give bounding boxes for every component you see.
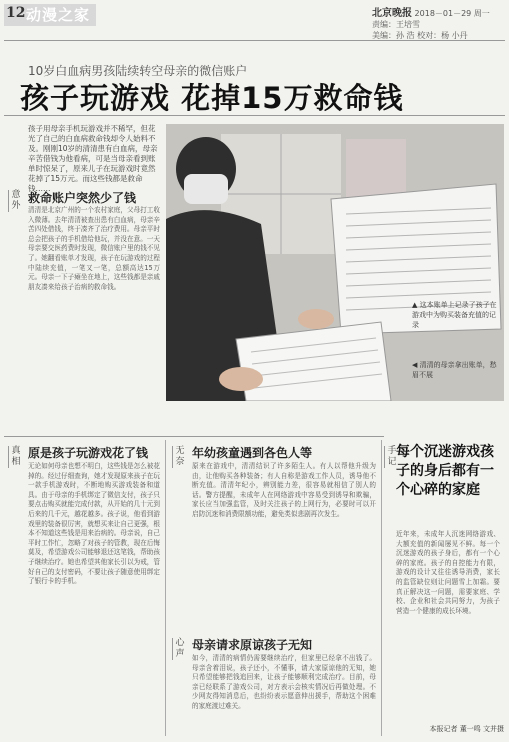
header-rule xyxy=(4,40,505,41)
section-body-voice: 如今，清清的病情仍需要继续治疗，但家里已经拿不出钱了。母亲含着泪说，孩子还小，不懂事，请大家原谅他的无知，她只希望能够把钱追回来，让孩子能够顺利完成治疗。目前，母亲已经联系了游戏公司，对方表示会核实情况后再做处理。不少网友得知消息后，也纷纷表示愿意伸出援手，帮助这个困难的家庭渡过难关。 xyxy=(192,654,376,710)
section-tag-truth: 真相 xyxy=(8,446,21,468)
design-credit: 美编：孙 浩 xyxy=(372,31,415,40)
section-body-helpless: 原来在游戏中，清清结识了许多陌生人。有人以帮他升级为由，让他购买各种装备；有人自称是游戏工作人员，诱导他不断充值。清清年纪小，辨别能力差，很容易就相信了别人的话。警方提醒，未成年人在网络游戏中容易受到诱导和欺骗，家长应当加强监管，及时关注孩子的上网行为，必要时可以开启防沉迷和消费限额功能，避免类似悲剧再次发生。 xyxy=(192,462,376,518)
section-tag-helpless: 无奈 xyxy=(172,446,185,468)
byline: 本报记者 董一鸣 文并摄 xyxy=(429,725,504,733)
editor-credit: 责编：王培雪 xyxy=(372,20,420,29)
section-body-accident: 清清是北京广州的一个农村家庭，父母打工收入微薄。去年清清被查出患有白血病，母亲辛苦四处借钱，终于凑齐了治疗费用。母亲平时总会把孩子的手机借给他玩，并没在意。一天母亲要交医药费时发现，微信账户里的钱不见了。她翻看账单才发现，孩子在玩游戏的过程中陆续充值，一笔又一笔，总额高达15万元。母亲一下子瘫坐在地上，这些钱都是亲戚朋友凑来给孩子治病的救命钱。 xyxy=(28,206,160,291)
section-tag-notes: 手记 xyxy=(384,446,397,468)
section-name: 动漫之家 xyxy=(26,6,91,24)
caption-bill: ▲ 这本账单上记录了孩子在游戏中为购买装备充值的记录 xyxy=(412,301,497,329)
lead-paragraph: 孩子用母亲手机玩游戏并不稀罕，但花光了自己的白血病救命钱却令人始料不及。刚刚10岁的清清患有白血病，母亲辛苦借钱为他看病，可是当母亲看到账单时惊呆了，原来儿子在玩游戏时竟然花掉了15万元。而这些钱都是救命钱…… xyxy=(28,124,158,193)
section-body-notes: 近年来，未成年人沉迷网络游戏、大额充值的新闻屡见不鲜。每一个沉迷游戏的孩子身后，都有一个心碎的家庭。孩子的自控能力有限，游戏的设计又往往诱导消费，家长的监管缺位则让问题雪上加霜。要真正解决这一问题，需要家庭、学校、企业和社会共同努力，为孩子营造一个健康的成长环境。 xyxy=(396,530,500,615)
section-title-accident: 救命账户突然少了钱 xyxy=(28,191,137,205)
section-tag-accident: 意外 xyxy=(8,190,21,212)
column-divider xyxy=(381,440,382,736)
section-title-helpless: 年幼孩童遇到各色人等 xyxy=(192,446,313,460)
main-headline: 孩子玩游戏 花掉15万救命钱 xyxy=(20,81,404,115)
section-title-notes: 每个沉迷游戏孩子的身后都有一个心碎的家庭 xyxy=(396,444,494,498)
masthead-info xyxy=(372,8,490,41)
subheadline: 10岁白血病男孩陆续转空母亲的微信账户 xyxy=(28,64,248,78)
issue-date: 2018－01－29 周一 xyxy=(414,9,490,18)
section-title-voice: 母亲请求原谅孩子无知 xyxy=(192,638,313,652)
section-title-truth: 原是孩子玩游戏花了钱 xyxy=(28,446,149,460)
column-divider xyxy=(165,440,166,736)
proof-credit: 校对：杨 小丹 xyxy=(417,31,468,40)
page-number: 12 xyxy=(6,5,26,21)
headline-rule xyxy=(4,115,505,116)
caption-mother: ◀ 清清的母亲拿出账单，愁眉不展 xyxy=(412,361,497,379)
section-body-truth: 无论如何母亲也想不明白，这些钱是怎么被花掉的。经过仔细查询，她才发现原来孩子在玩一款手机游戏时，不断地购买游戏装备和道具。由于母亲的手机绑定了微信支付，孩子只要点击购买就能完成付款，从开始的几十元到后来的几千元，越花越多。孩子说，他看到游戏里的装备很厉害，就想买来让自己更强，根本不知道这些钱是用来治病的。母亲说，自己平时工作忙，忽略了对孩子的管教，现在后悔莫及，希望游戏公司能够退还这笔钱，帮助孩子继续治疗。她也希望其他家长引以为戒，管好自己的支付密码，不要让孩子随意使用绑定了银行卡的手机。 xyxy=(28,462,160,586)
section-rule xyxy=(4,436,384,437)
paper-name: 北京晚报 xyxy=(372,8,412,19)
section-tag-voice: 心声 xyxy=(172,638,185,660)
